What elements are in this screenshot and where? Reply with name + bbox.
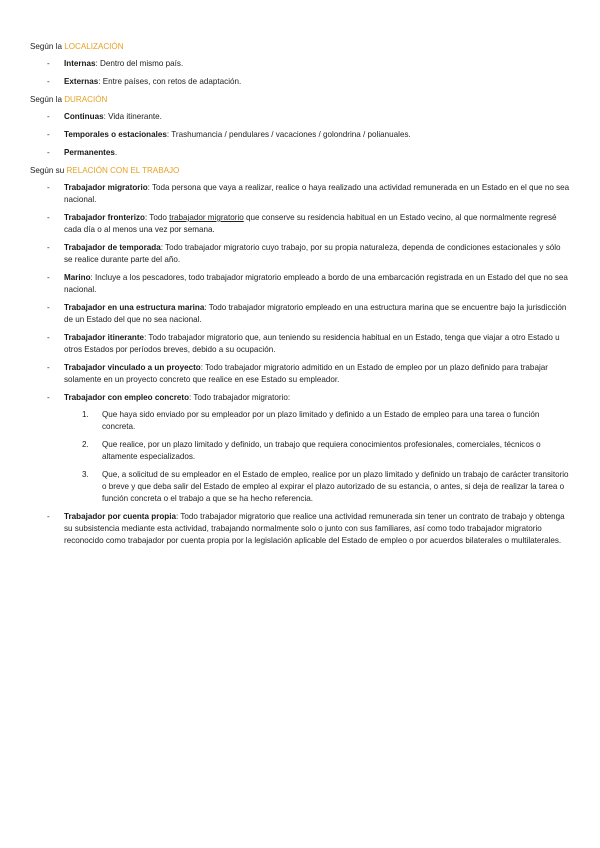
item-text: Que realice, por un plazo limitado y definido, un trabajo que requiera conocimientos profesionales, comerciales, técnicos o altamente especializados.	[102, 440, 541, 461]
heading-title: RELACIÓN CON EL TRABAJO	[66, 166, 180, 175]
item-term: Permanentes	[64, 148, 115, 157]
item-term: Continuas	[64, 112, 104, 121]
numbered-list	[64, 409, 570, 505]
list-localizacion	[30, 58, 570, 88]
item-text: .	[114, 148, 118, 157]
item-text: : Trashumancia / pendulares / vacaciones / golondrina / polianuales.	[166, 130, 411, 139]
item-text: : Incluye a los pescadores, todo trabajador migratorio empleado a bordo de una embarcación registrada en un Estado del que no sea nacional.	[64, 273, 568, 294]
item-text: Que, a solicitud de su empleador en el Estado de empleo, realice por un plazo limitado y definido un trabajo de carácter transitorio o breve y que deba salir del Estado de empleo al expirar el plazo autorizado de su estancia, o antes, si deja de realizar la tarea o función concreta o el trabajo a que se ha hecho referencia.	[102, 470, 569, 503]
item-term: Trabajador en una estructura marina	[64, 303, 205, 312]
item-text: que conserve su residencia habitual en un Estado vecino, al que normalmente regresé cada día o al menos una vez por semana.	[64, 213, 557, 234]
list-item	[30, 212, 570, 236]
list-relacion	[30, 182, 570, 547]
heading-prefix: Según su	[30, 166, 67, 175]
list-item	[30, 76, 570, 88]
item-text: : Todo trabajador migratorio que realice una actividad remunerada sin tener un contrato de trabajo y obtenga su subsistencia mediante esta actividad, trabajando normalmente solo o junto con sus familiares, así como todo trabajador migratorio reconocido como trabajador por cuenta propia por la legislación aplicable del Estado de empleo o por acuerdos bilaterales o multilaterales.	[64, 512, 565, 545]
item-text: : Todo trabajador migratorio admitido en un Estado de empleo por un plazo definido para trabajar solamente en un proyecto concreto que realice en ese Estado su empleador.	[64, 363, 548, 384]
heading-relacion	[30, 165, 570, 177]
item-term: Trabajador itinerante	[64, 333, 145, 342]
item-term: Trabajador fronterizo	[64, 213, 145, 222]
list-item	[30, 392, 570, 505]
heading-title: LOCALIZACIÓN	[64, 42, 124, 51]
item-term: Trabajador por cuenta propia	[64, 512, 176, 521]
item-term: Trabajador migratorio	[64, 183, 148, 192]
underlined-text: trabajador migratorio	[169, 213, 244, 222]
item-term: Internas	[64, 59, 96, 68]
list-item	[30, 362, 570, 386]
heading-duracion	[30, 94, 570, 106]
item-term: Trabajador de temporada	[64, 243, 161, 252]
heading-prefix: Según la	[30, 95, 65, 104]
list-item	[30, 272, 570, 296]
list-item	[30, 111, 570, 123]
item-term: Externas	[64, 77, 99, 86]
list-item	[30, 147, 570, 159]
item-term: Temporales o estacionales	[64, 130, 167, 139]
numbered-item	[64, 469, 570, 505]
item-text: : Todo trabajador migratorio:	[189, 393, 291, 402]
list-item	[30, 182, 570, 206]
item-number: 1.	[82, 410, 89, 419]
item-text: : Todo trabajador migratorio que, aun teniendo su residencia habitual en un Estado, tenga que viajar a otro Estado u otros Estados por períodos breves, debido a su ocupación.	[64, 333, 560, 354]
item-text: : Entre países, con retos de adaptación.	[98, 77, 242, 86]
item-term: Trabajador con empleo concreto	[64, 393, 190, 402]
item-number: 3.	[82, 470, 89, 479]
list-item	[30, 302, 570, 326]
item-text: : Dentro del mismo país.	[95, 59, 184, 68]
list-duracion	[30, 111, 570, 159]
item-text: : Todo trabajador migratorio empleado en una estructura marina que se encuentre bajo la jurisdicción de un Estado del que no sea nacional.	[64, 303, 567, 324]
item-text: Que haya sido enviado por su empleador por un plazo limitado y definido a un Estado de empleo para una tarea o función concreta.	[102, 410, 540, 431]
heading-localizacion	[30, 41, 570, 53]
item-term: Trabajador vinculado a un proyecto	[64, 363, 201, 372]
item-number: 2.	[82, 440, 89, 449]
item-text: : Vida itinerante.	[103, 112, 162, 121]
list-item	[30, 58, 570, 70]
item-text: : Todo trabajador migratorio cuyo trabajo, por su propia naturaleza, dependa de condiciones estacionales y sólo se realice durante parte del año.	[64, 243, 561, 264]
list-item	[30, 332, 570, 356]
numbered-item	[64, 439, 570, 463]
list-item	[30, 511, 570, 547]
numbered-item	[64, 409, 570, 433]
item-text: : Toda persona que vaya a realizar, realice o haya realizado una actividad remunerada en un Estado en el que no sea nacional.	[64, 183, 570, 204]
list-item	[30, 242, 570, 266]
heading-title: DURACIÓN	[64, 95, 108, 104]
item-text: : Todo	[144, 213, 170, 222]
list-item	[30, 129, 570, 141]
item-term: Marino	[64, 273, 91, 282]
heading-prefix: Según la	[30, 42, 65, 51]
